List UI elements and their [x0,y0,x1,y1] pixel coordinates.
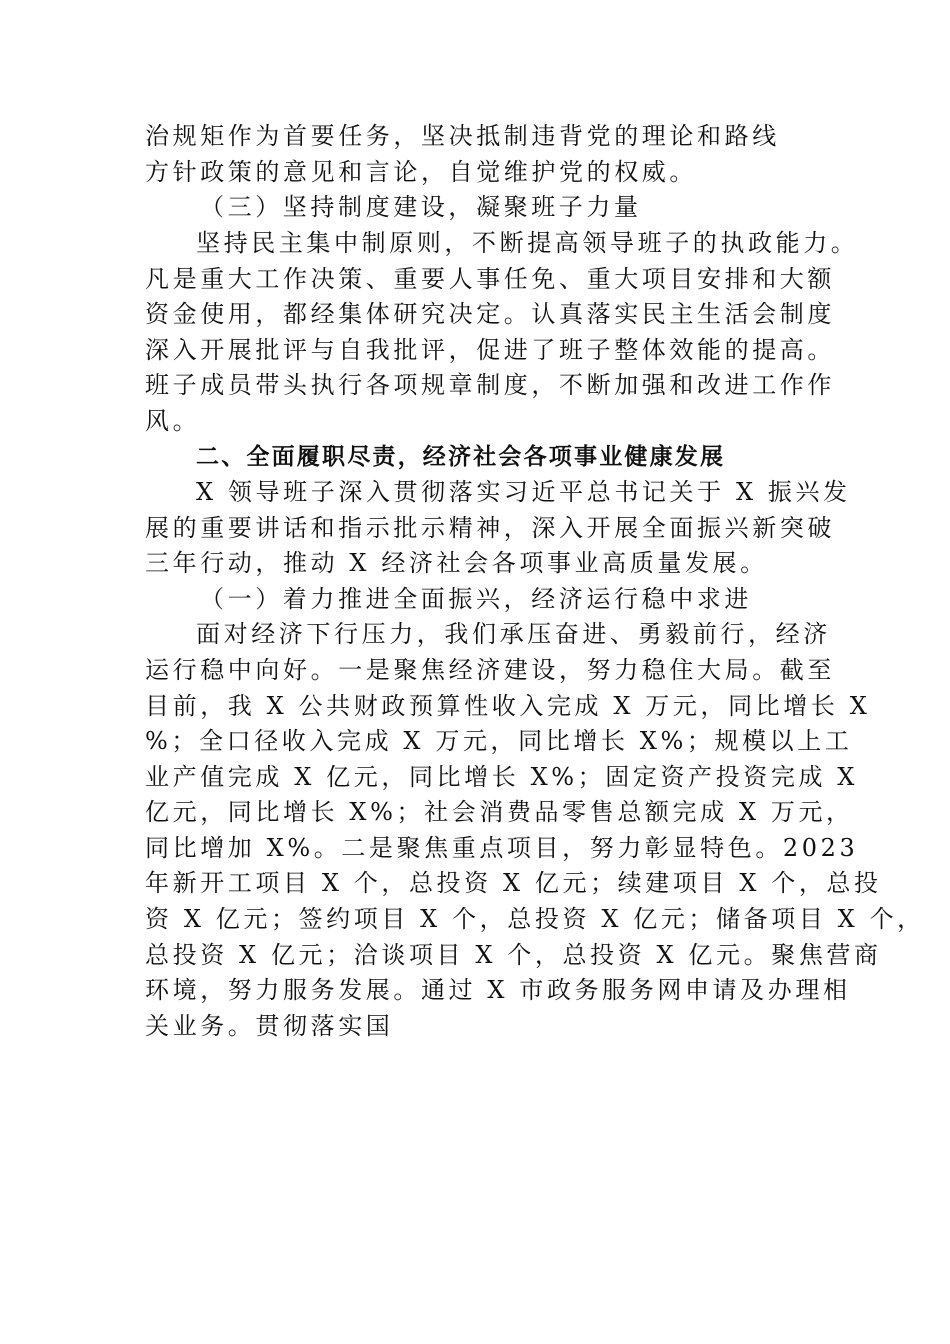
body-text-line: 年新开工项目 X 个，总投资 X 亿元；续建项目 X 个，总投 [145,869,882,897]
body-text-line: %；全口径收入完成 X 万元，同比增长 X%；规模以上工 [145,727,853,755]
body-text-line: 方针政策的意见和言论，自觉维护党的权威。 [145,158,697,186]
body-text-line: 凡是重大工作决策、重要人事任免、重大项目安排和大额 [145,265,835,293]
body-text-line: 展的重要讲话和指示批示精神，深入开展全面振兴新突破 [145,514,835,542]
paragraph-first-line: X 领导班子深入贯彻落实习近平总书记关于 X 振兴发 [196,478,851,506]
body-text-line: 资金使用，都经集体研究决定。认真落实民主生活会制度 [145,300,835,328]
body-text-line: 业产值完成 X 亿元，同比增长 X%；固定资产投资完成 X [145,763,858,791]
body-text-line: 亿元，同比增长 X%；社会消费品零售总额完成 X 万元， [145,798,854,826]
section-subheading: （一）着力推进全面振兴，经济运行稳中求进 [200,585,752,613]
body-text-line: 总投资 X 亿元；洽谈项目 X 个，总投资 X 亿元。聚焦营商 [145,941,882,969]
paragraph-first-line: 面对经济下行压力，我们承压奋进、勇毅前行，经济 [196,620,831,648]
body-text-line: 环境，努力服务发展。通过 X 市政务服务网申请及办理相 [145,976,851,1004]
body-text-line: 关业务。贯彻落实国 [145,1012,394,1040]
paragraph-first-line: 坚持民主集中制原则，不断提高领导班子的执政能力。 [196,229,859,257]
body-text-line: 深入开展批评与自我批评，促进了班子整体效能的提高。 [145,336,835,364]
body-text-line: 目前，我 X 公共财政预算性收入完成 X 万元，同比增长 X [145,692,871,720]
body-text-line: 三年行动，推动 X 经济社会各项事业高质量发展。 [145,549,768,577]
body-text-line: 风。 [145,407,201,435]
body-text-line: 班子成员带头执行各项规章制度，不断加强和改进工作作 [145,371,835,399]
section-heading: 二、全面履职尽责，经济社会各项事业健康发展 [196,444,726,470]
body-text-line: 治规矩作为首要任务，坚决抵制违背党的理论和路线 [145,122,780,150]
body-text-line: 同比增加 X%。二是聚焦重点项目，努力彰显特色。2023 [145,834,859,862]
body-text-line: 运行稳中向好。一是聚焦经济建设，努力稳住大局。截至 [145,656,835,684]
body-text-line: 资 X 亿元；签约项目 X 个，总投资 X 亿元；储备项目 X 个， [145,905,925,933]
section-subheading: （三）坚持制度建设，凝聚班子力量 [200,193,642,221]
